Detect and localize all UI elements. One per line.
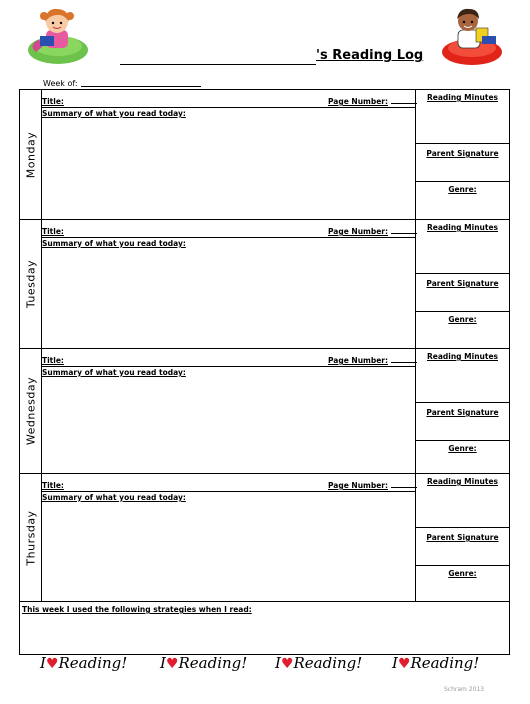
page-number-line: [391, 103, 417, 104]
reading-minutes-cell[interactable]: Reading Minutes: [416, 474, 509, 528]
banner-prefix: I: [40, 654, 46, 672]
day-name: Monday: [24, 131, 37, 178]
side-column: [415, 349, 509, 473]
girl-reading-clipart: [18, 6, 90, 66]
genre-cell[interactable]: Genre:: [448, 569, 477, 578]
title-label: Title:: [42, 356, 64, 365]
reading-minutes-cell[interactable]: Reading Minutes: [416, 220, 509, 274]
day-name: Thursday: [24, 509, 37, 566]
reading-minutes-cell[interactable]: Reading Minutes: [416, 90, 509, 144]
genre-cell[interactable]: Genre:: [448, 315, 477, 324]
page-number-line: [391, 233, 417, 234]
side-column: [415, 90, 509, 219]
genre-cell[interactable]: Genre:: [448, 444, 477, 453]
banner-word: Reading!: [178, 654, 248, 672]
page-number-line: [391, 487, 417, 488]
page-number-label: Page Number:: [328, 356, 389, 365]
title-row: [42, 96, 415, 108]
strategies-label: This week I used the following strategies when I read:: [22, 605, 252, 614]
page-number-field[interactable]: [328, 227, 417, 236]
banner-word: Reading!: [410, 654, 480, 672]
day-label-cell: [20, 220, 42, 348]
summary-label: Summary of what you read today:: [42, 239, 186, 248]
day-section-tuesday: [20, 220, 509, 349]
i-love-reading-2: [160, 654, 247, 672]
entry-area[interactable]: [42, 90, 415, 219]
page-number-field[interactable]: [328, 481, 417, 490]
summary-label: Summary of what you read today:: [42, 109, 186, 118]
day-section-monday: [20, 90, 509, 220]
page-number-label: Page Number:: [328, 481, 389, 490]
heart-icon: ♥: [165, 656, 179, 672]
banner-prefix: I: [392, 654, 398, 672]
title-label: Title:: [42, 97, 64, 106]
parent-signature-cell[interactable]: Parent Signature: [416, 403, 509, 441]
week-of-label: Week of:: [43, 79, 78, 88]
day-name: Tuesday: [24, 259, 37, 309]
strategies-box[interactable]: [20, 602, 509, 654]
author-credit: Schram 2013: [444, 686, 485, 693]
i-love-reading-3: [275, 654, 362, 672]
page-number-label: Page Number:: [328, 227, 389, 236]
side-column: [415, 474, 509, 601]
day-section-thursday: [20, 474, 509, 602]
boy-reading-clipart: [438, 6, 510, 66]
parent-signature-cell[interactable]: Parent Signature: [416, 144, 509, 182]
reading-minutes-cell[interactable]: Reading Minutes: [416, 349, 509, 403]
i-love-reading-1: [40, 654, 127, 672]
page-title: 's Reading Log: [316, 48, 424, 63]
title-row: [42, 355, 415, 367]
banner-prefix: I: [275, 654, 281, 672]
title-row: [42, 480, 415, 492]
day-label-cell: [20, 90, 42, 219]
title-label: Title:: [42, 227, 64, 236]
page-number-label: Page Number:: [328, 97, 389, 106]
heart-icon: ♥: [280, 656, 294, 672]
page-number-field[interactable]: [328, 356, 417, 365]
page-number-field[interactable]: [328, 97, 417, 106]
i-love-reading-4: [392, 654, 479, 672]
reading-log-table: [19, 89, 510, 655]
day-name: Wednesday: [24, 376, 37, 446]
day-section-wednesday: [20, 349, 509, 474]
summary-label: Summary of what you read today:: [42, 493, 186, 502]
side-column: [415, 220, 509, 348]
title-label: Title:: [42, 481, 64, 490]
banner-word: Reading!: [293, 654, 363, 672]
title-row: [42, 226, 415, 238]
heart-icon: ♥: [45, 656, 59, 672]
banner-word: Reading!: [58, 654, 128, 672]
day-label-cell: [20, 474, 42, 601]
genre-cell[interactable]: Genre:: [448, 185, 477, 194]
week-of-line: [81, 86, 201, 87]
banner-prefix: I: [160, 654, 166, 672]
parent-signature-cell[interactable]: Parent Signature: [416, 528, 509, 566]
day-label-cell: [20, 349, 42, 473]
page-number-line: [391, 362, 417, 363]
entry-area[interactable]: [42, 349, 415, 473]
student-name-line[interactable]: [120, 64, 316, 65]
heart-icon: ♥: [397, 656, 411, 672]
parent-signature-cell[interactable]: Parent Signature: [416, 274, 509, 312]
week-of-field[interactable]: [43, 79, 201, 88]
summary-label: Summary of what you read today:: [42, 368, 186, 377]
entry-area[interactable]: [42, 474, 415, 601]
entry-area[interactable]: [42, 220, 415, 348]
